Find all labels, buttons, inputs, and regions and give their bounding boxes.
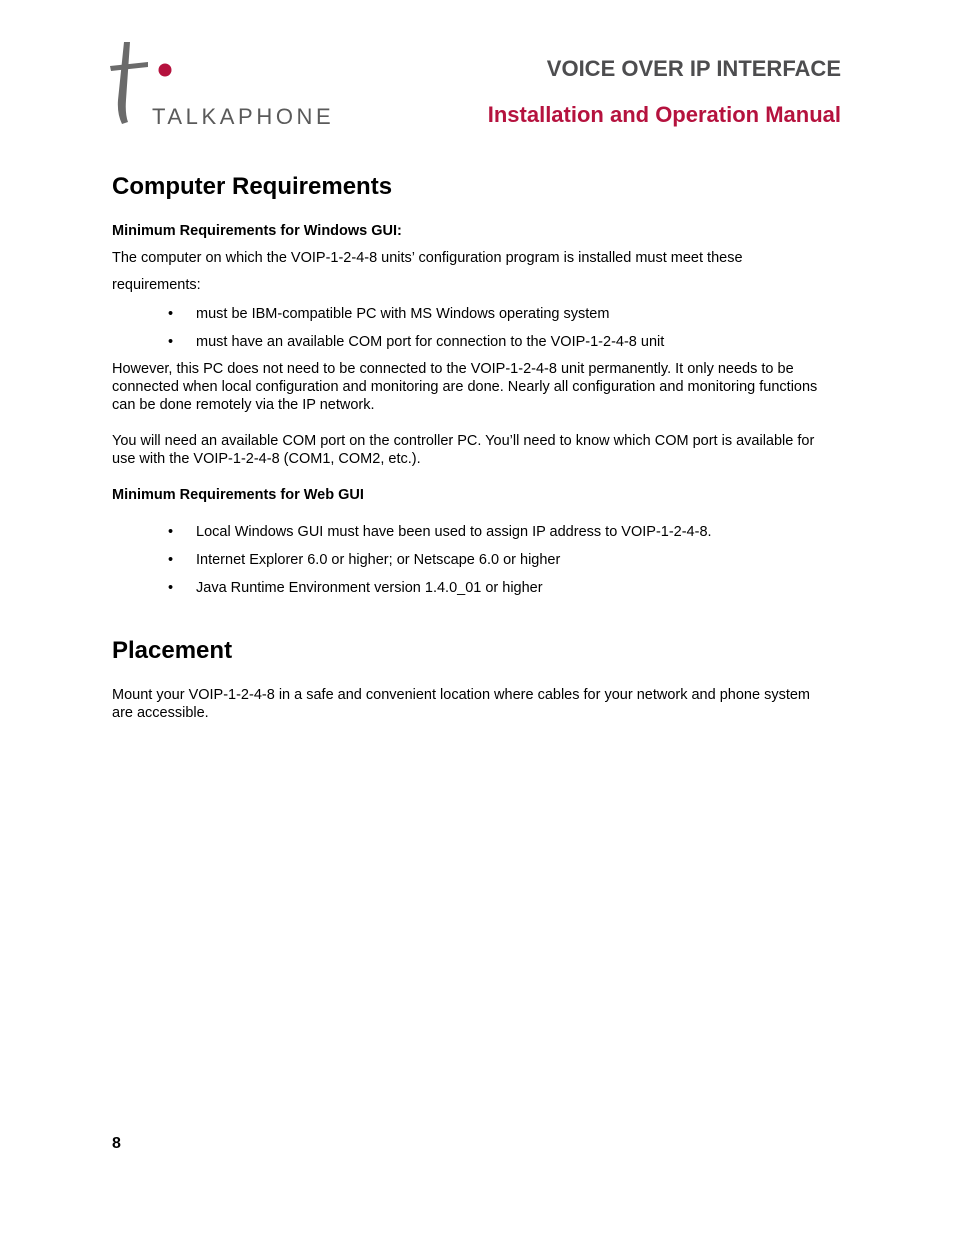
windows-requirements-list <box>112 305 832 351</box>
com-port-paragraph: You will need an available COM port on the controller PC. You’ll need to know which COM port is available for use with the VOIP-1-2-4-8 (COM1, COM2, etc.). <box>112 433 815 467</box>
page-content <box>112 170 832 722</box>
subheading-windows-gui: Minimum Requirements for Windows GUI: <box>112 223 402 239</box>
list-item: • Local Windows GUI must have been used to assign IP address to VOIP-1-2-4-8. <box>112 523 832 541</box>
list-item: • must be IBM-compatible PC with MS Windows operating system <box>112 305 832 323</box>
list-item: • Internet Explorer 6.0 or higher; or Netscape 6.0 or higher <box>112 551 832 569</box>
section-heading-placement: Placement <box>112 637 233 664</box>
document-title: VOICE OVER IP INTERFACE <box>546 56 841 81</box>
talkaphone-logo <box>108 38 368 130</box>
placement-paragraph: Mount your VOIP-1-2-4-8 in a safe and convenient location where cables for your network and phone system are accessible. <box>112 687 810 721</box>
section-heading-computer-requirements: Computer Requirements <box>112 173 393 200</box>
windows-intro-paragraph: The computer on which the VOIP-1-2-4-8 units’ configuration program is installed must meet these requirements: <box>112 250 743 293</box>
page-number: 8 <box>112 1135 121 1152</box>
document-subtitle: Installation and Operation Manual <box>487 102 841 127</box>
list-item: • Java Runtime Environment version 1.4.0_01 or higher <box>112 579 832 597</box>
windows-note-paragraph: However, this PC does not need to be connected to the VOIP-1-2-4-8 unit permanently. It only needs to be connected when local configuration and monitoring are done. Nearly all configuration and monitoring functions can be done remotely via the IP network. <box>112 361 818 413</box>
list-item: • must have an available COM port for connection to the VOIP-1-2-4-8 unit <box>112 333 832 351</box>
web-requirements-list <box>112 523 832 597</box>
subheading-web-gui: Minimum Requirements for Web GUI <box>112 487 364 503</box>
logo-wordmark: TALKAPHONE <box>152 104 335 129</box>
